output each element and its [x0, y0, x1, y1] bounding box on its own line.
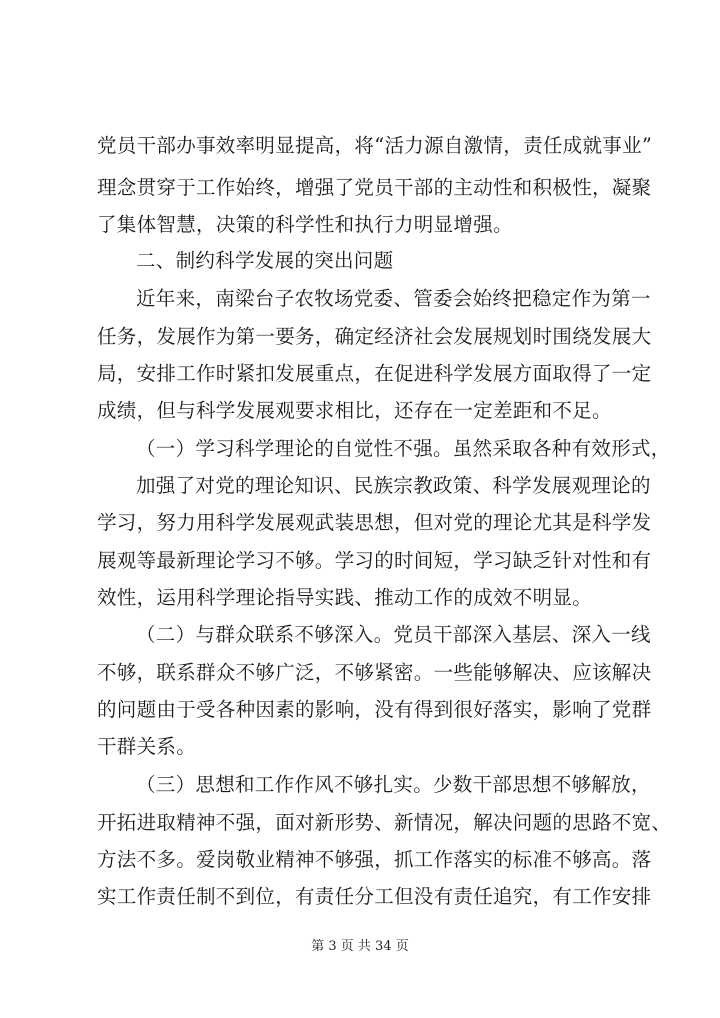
- text-line-1: 党员干部办事效率明显提高，将“活力源自激情，责任成就事业”: [97, 134, 653, 157]
- item-2-line-2: 不够，联系群众不够广泛，不够紧密。一些能够解决、应该解决: [97, 661, 652, 684]
- paragraph-1-line-3: 局，安排工作时紧扣发展重点，在促进科学发展方面取得了一定: [97, 362, 652, 385]
- item-3-line-1: （三）思想和工作作风不够扎实。少数干部思想不够解放，: [136, 773, 651, 796]
- section-heading: 二、制约科学发展的突出问题: [136, 249, 394, 272]
- item-2-line-4: 干群关系。: [97, 735, 197, 758]
- item-1-line-5: 效性，运用科学理论指导实践、推动工作的成效不明显。: [97, 586, 593, 609]
- item-1-line-4: 展观等最新理论学习不够。学习的时间短，学习缺乏针对性和有: [97, 549, 652, 572]
- item-1-line-1: （一）学习科学理论的自觉性不强。虽然采取各种有效形式，: [136, 437, 671, 460]
- item-3-line-4: 实工作责任制不到位，有责任分工但没有责任追究，有工作安排: [97, 885, 652, 908]
- paragraph-1-line-1: 近年来，南梁台子农牧场党委、管委会始终把稳定作为第一: [136, 287, 651, 310]
- text-line-2: 理念贯穿于工作始终，增强了党员干部的主动性和积极性，凝聚: [97, 176, 652, 199]
- item-2-line-3: 的问题由于受各种因素的影响，没有得到很好落实，影响了党群: [97, 698, 652, 721]
- item-3-line-3: 方法不多。爱岗敬业精神不够强，抓工作落实的标准不够高。落: [97, 848, 652, 871]
- text-line-3: 了集体智慧，决策的科学性和执行力明显增强。: [97, 213, 513, 236]
- item-3-line-2: 开拓进取精神不强，面对新形势、新情况，解决问题的思路不宽、: [97, 811, 672, 834]
- item-1-line-2: 加强了对党的理论知识、民族宗教政策、科学发展观理论的: [136, 474, 651, 497]
- paragraph-1-line-4: 成绩，但与科学发展观要求相比，还存在一定差距和不足。: [97, 399, 612, 422]
- item-1-line-3: 学习，努力用科学发展观武装思想，但对党的理论尤其是科学发: [97, 511, 652, 534]
- page-number-footer: 第 3 页 共 34 页: [311, 939, 409, 954]
- item-2-line-1: （二）与群众联系不够深入。党员干部深入基层、深入一线: [136, 623, 651, 646]
- paragraph-1-line-2: 任务，发展作为第一要务，确定经济社会发展规划时围绕发展大: [97, 325, 652, 348]
